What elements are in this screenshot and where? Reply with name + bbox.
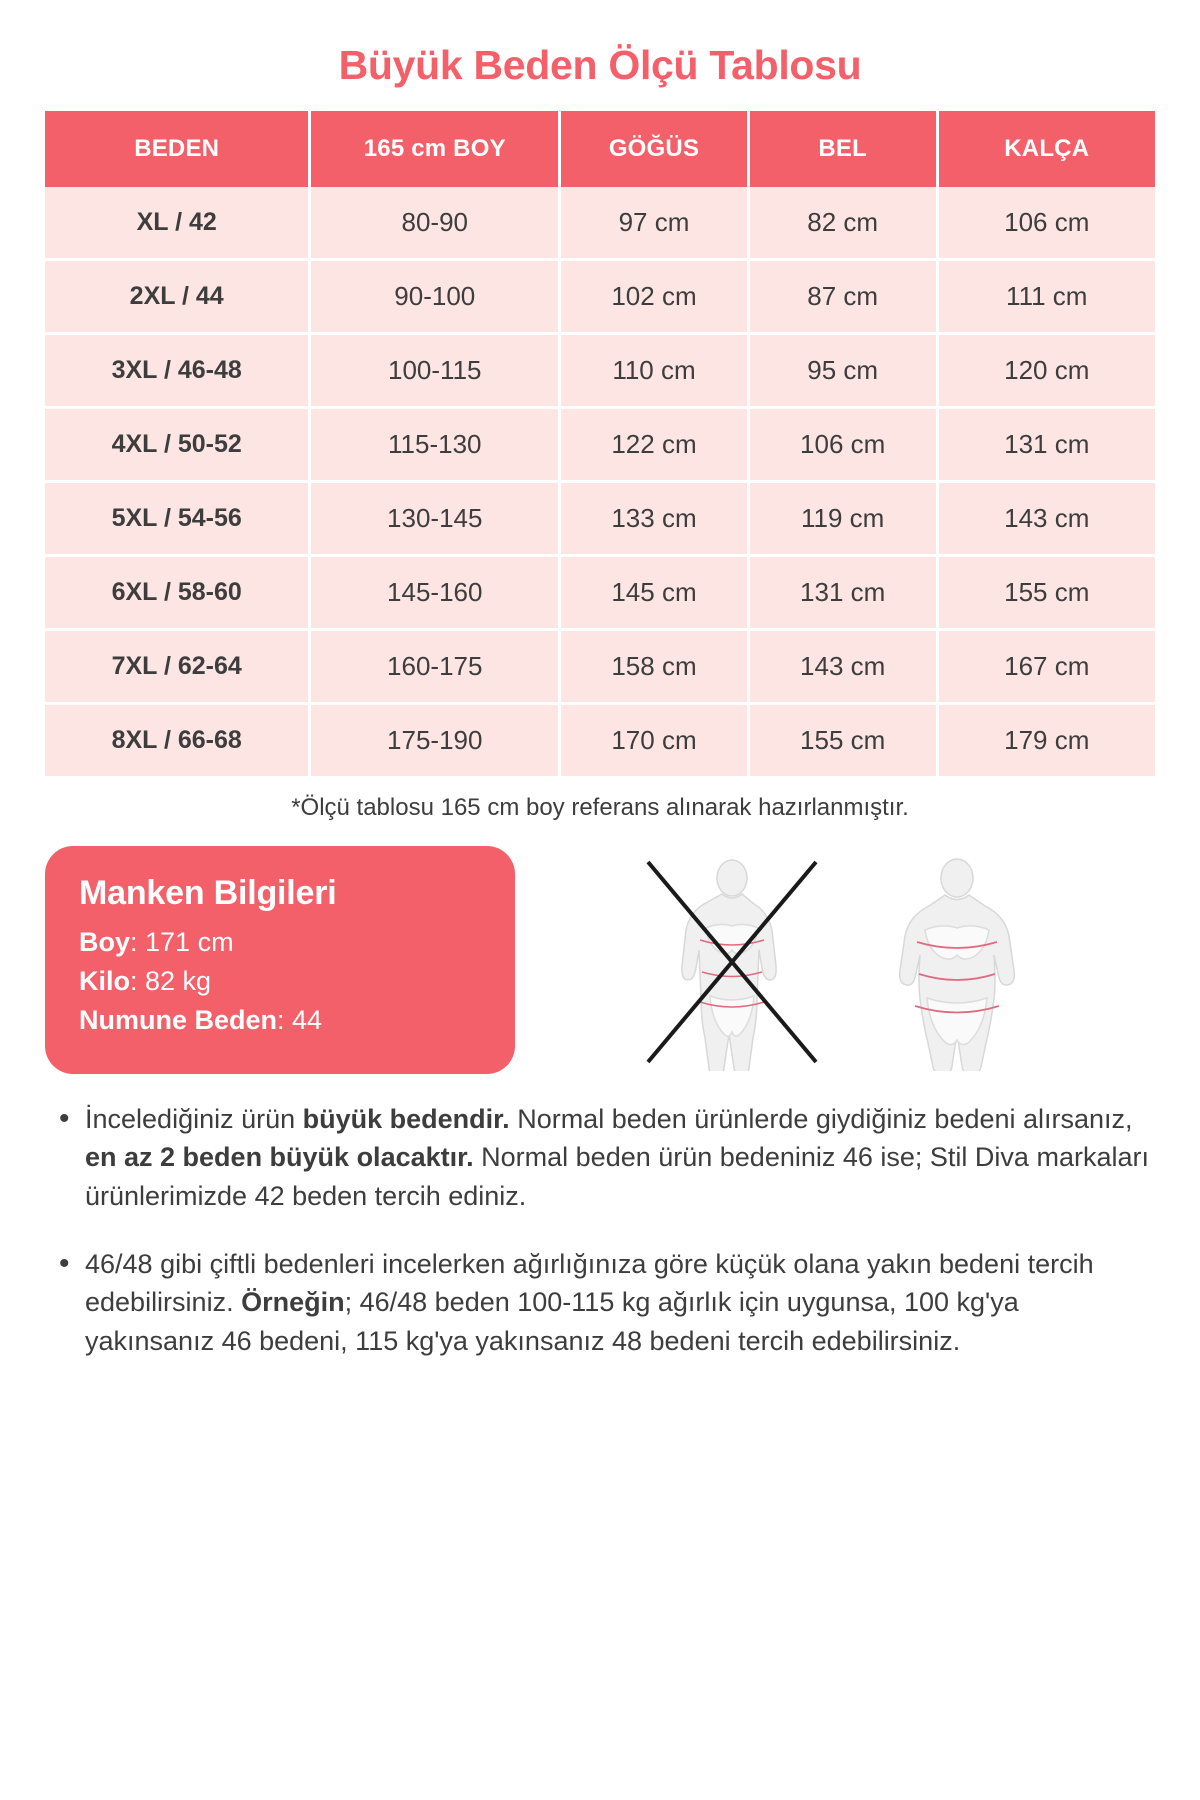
table-row (45, 705, 1155, 776)
cell-boy: 175-190 (311, 705, 561, 776)
note-bold-part: en az 2 beden büyük olacaktır. (85, 1142, 474, 1173)
column-header-boy: 165 cm BOY (311, 111, 561, 187)
cell-gogus: 122 cm (561, 409, 750, 483)
note-text-part: İncelediğiniz ürün (85, 1104, 303, 1134)
model-sample-size-label: Numune Beden (79, 1005, 278, 1035)
note-text-part: Normal beden ürün bedeniniz 46 ise; Stil Diva markaları ürünlerimizde 42 beden tercih ediniz. (85, 1142, 1149, 1211)
cell-size: 5XL / 54-56 (45, 483, 311, 557)
cell-kalca: 111 cm (939, 261, 1155, 335)
table-row (45, 557, 1155, 631)
cell-bel: 155 cm (750, 705, 939, 776)
table-footnote: *Ölçü tablosu 165 cm boy referans alınarak hazırlanmıştır. (291, 794, 909, 821)
model-height-label: Boy (79, 927, 131, 957)
model-weight-row (79, 966, 481, 997)
cell-kalca: 131 cm (939, 409, 1155, 483)
cell-boy: 130-145 (311, 483, 561, 557)
table-row (45, 483, 1155, 557)
note-text-part: Normal beden ürünlerde giydiğiniz bedeni alırsanız, (509, 1104, 1133, 1134)
cell-gogus: 102 cm (561, 261, 750, 335)
model-info-heading: Manken Bilgileri (79, 874, 337, 912)
cell-bel: 82 cm (750, 187, 939, 261)
model-info-section (45, 846, 1155, 1074)
notes-list (45, 1100, 1155, 1360)
cell-gogus: 170 cm (561, 705, 750, 776)
cell-bel: 106 cm (750, 409, 939, 483)
cell-size: 7XL / 62-64 (45, 631, 311, 705)
cell-gogus: 133 cm (561, 483, 750, 557)
cell-bel: 143 cm (750, 631, 939, 705)
list-item (85, 1245, 1155, 1360)
cell-size: 8XL / 66-68 (45, 705, 311, 776)
note-bold-part: Örneğin (241, 1287, 345, 1318)
slim-body-figure-icon (640, 856, 825, 1071)
cell-kalca: 179 cm (939, 705, 1155, 776)
cell-size: 4XL / 50-52 (45, 409, 311, 483)
cell-boy: 80-90 (311, 187, 561, 261)
cell-gogus: 158 cm (561, 631, 750, 705)
table-row (45, 335, 1155, 409)
note-bold-part: büyük bedendir. (302, 1104, 510, 1134)
column-header-bel: BEL (750, 111, 939, 187)
model-sample-size-row (79, 1005, 481, 1036)
page-title: Büyük Beden Ölçü Tablosu (338, 42, 862, 88)
model-weight-label: Kilo (79, 966, 130, 996)
cell-size: 6XL / 58-60 (45, 557, 311, 631)
slim-body-figure-crossed-out (640, 856, 825, 1071)
cell-gogus: 145 cm (561, 557, 750, 631)
table-row (45, 261, 1155, 335)
cell-bel: 131 cm (750, 557, 939, 631)
plus-size-body-figure-icon (865, 856, 1050, 1071)
plus-size-body-figure (865, 856, 1050, 1071)
column-header-gogus: GÖĞÜS (561, 111, 750, 187)
list-item (85, 1100, 1155, 1215)
cell-bel: 119 cm (750, 483, 939, 557)
cell-kalca: 143 cm (939, 483, 1155, 557)
cell-bel: 95 cm (750, 335, 939, 409)
table-header-row (45, 111, 1155, 187)
cell-kalca: 120 cm (939, 335, 1155, 409)
model-height-value: : 171 cm (130, 927, 234, 957)
cell-boy: 115-130 (311, 409, 561, 483)
table-row (45, 631, 1155, 705)
model-height-row (79, 927, 481, 958)
table-row (45, 187, 1155, 261)
column-header-kalca: KALÇA (939, 111, 1155, 187)
cell-gogus: 110 cm (561, 335, 750, 409)
cell-boy: 90-100 (311, 261, 561, 335)
model-sample-size-value: : 44 (277, 1005, 323, 1035)
note-text-part: 46/48 gibi çiftli bedenleri incelerken ağırlığınıza göre küçük olana yakın bedeni tercih edebilirsiniz. (85, 1248, 1094, 1318)
cell-boy: 100-115 (311, 335, 561, 409)
cell-gogus: 97 cm (561, 187, 750, 261)
column-header-beden: BEDEN (45, 111, 311, 187)
cell-boy: 160-175 (311, 631, 561, 705)
model-info-card (45, 846, 515, 1074)
table-row (45, 409, 1155, 483)
note-text-part: ; 46/48 beden 100-115 kg ağırlık için uygunsa, 100 kg'ya yakınsanız 46 bedeni, 115 kg'ya yakınsanız 48 bedeni tercih edebilirsiniz. (85, 1287, 1019, 1356)
cell-kalca: 106 cm (939, 187, 1155, 261)
cell-kalca: 155 cm (939, 557, 1155, 631)
cell-boy: 145-160 (311, 557, 561, 631)
cell-size: 2XL / 44 (45, 261, 311, 335)
cell-size: XL / 42 (45, 187, 311, 261)
size-table (45, 111, 1155, 776)
cell-bel: 87 cm (750, 261, 939, 335)
cell-size: 3XL / 46-48 (45, 335, 311, 409)
body-figures (535, 846, 1155, 1074)
cell-kalca: 167 cm (939, 631, 1155, 705)
model-weight-value: : 82 kg (130, 966, 212, 996)
